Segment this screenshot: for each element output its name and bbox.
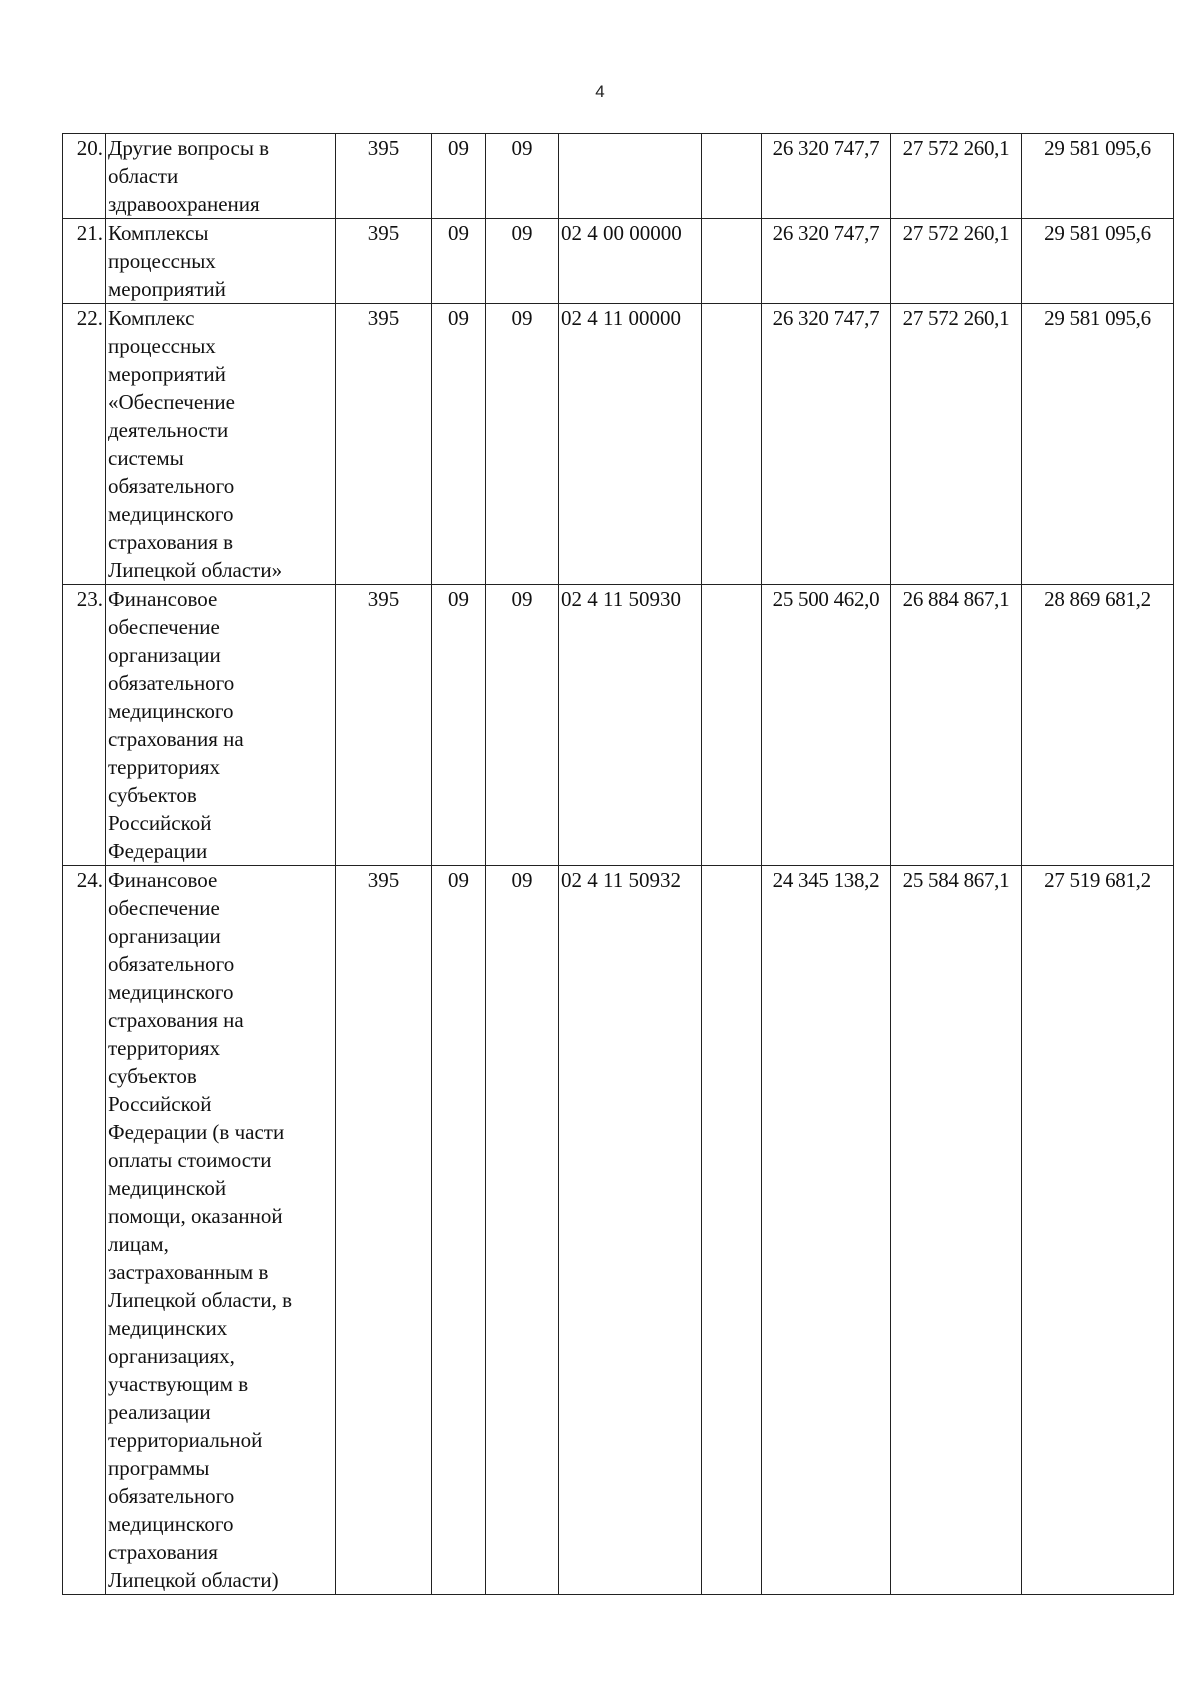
- row-number-cell: 24.: [63, 866, 106, 1595]
- target-article-cell: 02 4 11 50932: [559, 866, 702, 1595]
- section-code-cell: 09: [432, 304, 486, 585]
- item-name-cell: [106, 866, 336, 1595]
- item-name-cell: [106, 219, 336, 304]
- table-row: [63, 134, 1174, 219]
- grbs-code-cell: 395: [336, 866, 432, 1595]
- item-name-line: обязательного: [108, 1484, 235, 1508]
- amount-year1-cell: 26 320 747,7: [762, 219, 891, 304]
- item-name-line: Федерации: [108, 839, 208, 863]
- item-name-line: обязательного: [108, 671, 235, 695]
- target-article-cell: 02 4 11 00000: [559, 304, 702, 585]
- item-name-line: медицинских: [108, 1316, 228, 1340]
- item-name-line: реализации: [108, 1400, 211, 1424]
- amount-year1-cell: 26 320 747,7: [762, 304, 891, 585]
- item-name-line: организации: [108, 643, 221, 667]
- item-name-line: Липецкой области»: [108, 558, 283, 582]
- item-name-line: субъектов: [108, 783, 197, 807]
- section-code-cell: 09: [432, 219, 486, 304]
- item-name-cell: [106, 304, 336, 585]
- item-name-line: «Обеспечение: [108, 390, 235, 414]
- amount-year3-cell: 29 581 095,6: [1022, 219, 1174, 304]
- item-name-line: мероприятий: [108, 362, 226, 386]
- item-name-line: мероприятий: [108, 277, 226, 301]
- item-name-line: процессных: [108, 249, 216, 273]
- item-name-line: помощи, оказанной: [108, 1204, 283, 1228]
- item-name-line: территориальной: [108, 1428, 263, 1452]
- item-name-line: Российской: [108, 811, 212, 835]
- item-name-line: Липецкой области): [108, 1568, 279, 1592]
- amount-year2-cell: 27 572 260,1: [891, 134, 1022, 219]
- item-name-line: системы: [108, 446, 184, 470]
- item-name-line: Комплекс: [108, 306, 195, 330]
- item-name-line: обеспечение: [108, 615, 220, 639]
- subsection-code-cell: 09: [486, 219, 559, 304]
- row-number-cell: 22.: [63, 304, 106, 585]
- amount-year3-cell: 29 581 095,6: [1022, 134, 1174, 219]
- item-name-line: медицинского: [108, 1512, 234, 1536]
- item-name-line: территориях: [108, 755, 221, 779]
- amount-year3-cell: 28 869 681,2: [1022, 585, 1174, 866]
- amount-year1-cell: 26 320 747,7: [762, 134, 891, 219]
- amount-year2-cell: 27 572 260,1: [891, 219, 1022, 304]
- table-row: [63, 866, 1174, 1595]
- amount-year1-cell: 25 500 462,0: [762, 585, 891, 866]
- section-code-cell: 09: [432, 866, 486, 1595]
- expense-type-cell: [702, 866, 762, 1595]
- item-name-line: организациях,: [108, 1344, 235, 1368]
- item-name-line: страхования на: [108, 727, 244, 751]
- table-body: [63, 134, 1174, 1595]
- row-number-cell: 21.: [63, 219, 106, 304]
- target-article-cell: 02 4 00 00000: [559, 219, 702, 304]
- grbs-code-cell: 395: [336, 585, 432, 866]
- amount-year2-cell: 25 584 867,1: [891, 866, 1022, 1595]
- row-number-cell: 23.: [63, 585, 106, 866]
- row-number-cell: 20.: [63, 134, 106, 219]
- item-name-line: обеспечение: [108, 896, 220, 920]
- item-name-line: медицинской: [108, 1176, 227, 1200]
- subsection-code-cell: 09: [486, 304, 559, 585]
- subsection-code-cell: 09: [486, 866, 559, 1595]
- item-name-line: застрахованным в: [108, 1260, 269, 1284]
- expense-type-cell: [702, 304, 762, 585]
- expense-type-cell: [702, 219, 762, 304]
- section-code-cell: 09: [432, 134, 486, 219]
- item-name-line: Липецкой области, в: [108, 1288, 293, 1312]
- grbs-code-cell: 395: [336, 219, 432, 304]
- target-article-cell: [559, 134, 702, 219]
- item-name-line: Российской: [108, 1092, 212, 1116]
- item-name-line: оплаты стоимости: [108, 1148, 272, 1172]
- item-name-line: страхования на: [108, 1008, 244, 1032]
- subsection-code-cell: 09: [486, 134, 559, 219]
- amount-year2-cell: 26 884 867,1: [891, 585, 1022, 866]
- target-article-cell: 02 4 11 50930: [559, 585, 702, 866]
- table-row: [63, 304, 1174, 585]
- table-row: [63, 219, 1174, 304]
- item-name-line: обязательного: [108, 952, 235, 976]
- item-name-line: территориях: [108, 1036, 221, 1060]
- item-name-line: участвующим в: [108, 1372, 249, 1396]
- amount-year1-cell: 24 345 138,2: [762, 866, 891, 1595]
- page-number: 4: [595, 82, 605, 101]
- budget-table: [62, 133, 1174, 1595]
- table-row: [63, 585, 1174, 866]
- item-name-line: лицам,: [108, 1232, 169, 1256]
- item-name-line: Комплексы: [108, 221, 209, 245]
- item-name-line: процессных: [108, 334, 216, 358]
- item-name-line: организации: [108, 924, 221, 948]
- section-code-cell: 09: [432, 585, 486, 866]
- item-name-line: медицинского: [108, 699, 234, 723]
- item-name-line: обязательного: [108, 474, 235, 498]
- item-name-line: Другие вопросы в: [108, 136, 270, 160]
- amount-year2-cell: 27 572 260,1: [891, 304, 1022, 585]
- grbs-code-cell: 395: [336, 304, 432, 585]
- item-name-line: страхования в: [108, 530, 234, 554]
- expense-type-cell: [702, 585, 762, 866]
- item-name-line: деятельности: [108, 418, 229, 442]
- item-name-line: программы: [108, 1456, 210, 1480]
- item-name-line: здравоохранения: [108, 192, 260, 216]
- item-name-line: Финансовое: [108, 868, 218, 892]
- subsection-code-cell: 09: [486, 585, 559, 866]
- item-name-line: страхования: [108, 1540, 218, 1564]
- item-name-line: субъектов: [108, 1064, 197, 1088]
- expense-type-cell: [702, 134, 762, 219]
- amount-year3-cell: 27 519 681,2: [1022, 866, 1174, 1595]
- item-name-line: медицинского: [108, 980, 234, 1004]
- item-name-line: области: [108, 164, 179, 188]
- grbs-code-cell: 395: [336, 134, 432, 219]
- item-name-cell: [106, 585, 336, 866]
- amount-year3-cell: 29 581 095,6: [1022, 304, 1174, 585]
- item-name-line: Финансовое: [108, 587, 218, 611]
- item-name-cell: [106, 134, 336, 219]
- item-name-line: Федерации (в части: [108, 1120, 285, 1144]
- item-name-line: медицинского: [108, 502, 234, 526]
